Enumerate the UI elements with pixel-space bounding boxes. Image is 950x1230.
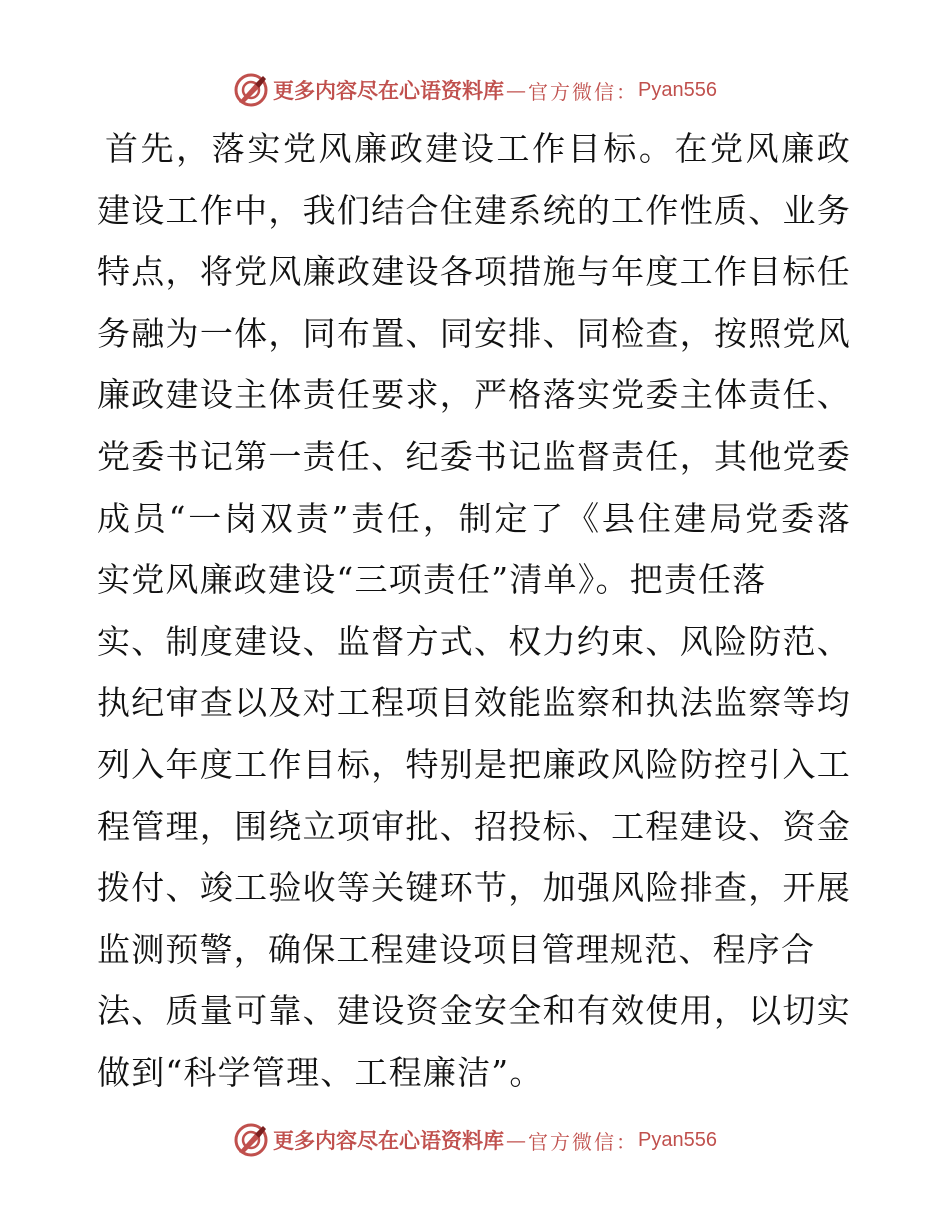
paragraph-line: 党委书记第一责任、纪委书记监督责任，其他党委 [97, 436, 851, 476]
paragraph-line: 拨付、竣工验收等关键环节，加强风险排查，开展 [97, 868, 851, 908]
paragraph-line: 成员“一岗双责”责任，制定了《县住建局党委落 [97, 498, 851, 538]
banner-dash: — [506, 1128, 527, 1152]
paragraph-line: 廉政建设主体责任要求，严格落实党委主体责任、 [97, 375, 851, 415]
paragraph-line: 实、制度建设、监督方式、权力约束、风险防范、 [97, 621, 851, 661]
banner-dash: — [506, 78, 527, 102]
banner-account: Pyan556 [638, 78, 717, 101]
banner-wechat-label: 官方微信： [528, 1129, 639, 1154]
paragraph-line: 建设工作中，我们结合住建系统的工作性质、业务 [97, 190, 851, 230]
banner-account: Pyan556 [638, 1128, 717, 1151]
paragraph-line: 首先，落实党风廉政建设工作目标。在党风廉政 [105, 129, 851, 168]
paragraph-line: 法、质量可靠、建设资金安全和有效使用，以切实 [97, 991, 851, 1031]
logo-icon [233, 1122, 269, 1158]
paragraph-line: 程管理，围绕立项审批、招投标、工程建设、资金 [97, 806, 851, 846]
body-paragraph [97, 118, 851, 1104]
paragraph-line: 特点，将党风廉政建设各项措施与年度工作目标任 [97, 252, 851, 292]
footer-banner [0, 1120, 950, 1160]
logo-icon [233, 72, 269, 108]
paragraph-line: 监测预警，确保工程建设项目管理规范、程序合 [97, 929, 816, 969]
paragraph-line: 执纪审查以及对工程项目效能监察和执法监察等均 [97, 683, 851, 723]
paragraph-line: 实党风廉政建设“三项责任”清单》。把责任落 [97, 560, 767, 600]
paragraph-line: 做到“科学管理、工程廉洁”。 [97, 1052, 544, 1092]
banner-wechat-label: 官方微信： [528, 79, 639, 104]
header-banner [0, 70, 950, 110]
banner-brand: 更多内容尽在心语资料库 [273, 1128, 505, 1153]
paragraph-line: 务融为一体，同布置、同安排、同检查，按照党风 [97, 313, 851, 353]
banner-brand: 更多内容尽在心语资料库 [273, 78, 505, 103]
paragraph-line: 列入年度工作目标，特别是把廉政风险防控引入工 [97, 744, 851, 784]
